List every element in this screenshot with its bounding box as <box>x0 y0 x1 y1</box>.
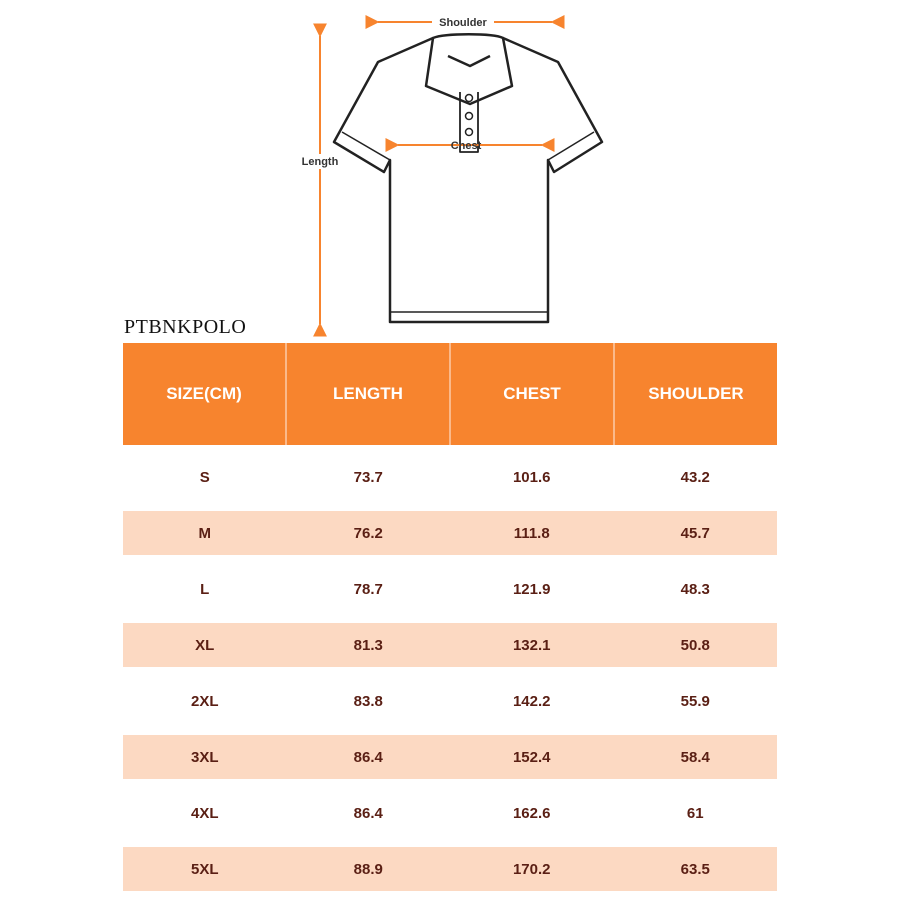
cell-chest: 162.6 <box>512 804 551 822</box>
cell-size: 5XL <box>190 860 219 878</box>
header-chest: CHEST <box>451 343 615 445</box>
brand-name: PTBNKPOLO <box>124 316 247 338</box>
cell-chest: 142.2 <box>512 692 551 710</box>
cell-length: 86.4 <box>353 748 383 766</box>
cell-shoulder: 55.9 <box>680 692 710 710</box>
table-row <box>123 455 777 499</box>
cell-size: S <box>199 468 210 486</box>
polo-shirt-diagram <box>0 0 900 340</box>
cell-shoulder: 58.4 <box>680 748 710 766</box>
table-row <box>123 847 777 891</box>
table-row <box>123 511 777 555</box>
cell-size: M <box>198 524 211 542</box>
cell-length: 86.4 <box>353 804 383 822</box>
table-row <box>123 679 777 723</box>
cell-chest: 121.9 <box>512 580 551 598</box>
shoulder-label: Shoulder <box>439 17 487 29</box>
cell-length: 83.8 <box>353 692 383 710</box>
cell-size: 3XL <box>190 748 219 766</box>
cell-length: 81.3 <box>353 636 383 654</box>
cell-size: 2XL <box>190 692 219 710</box>
cell-length: 76.2 <box>353 524 383 542</box>
cell-chest: 132.1 <box>512 636 551 654</box>
table-header-row <box>123 343 777 445</box>
cell-shoulder: 61 <box>686 804 704 822</box>
cell-size: XL <box>195 636 215 654</box>
cell-shoulder: 50.8 <box>680 636 710 654</box>
cell-shoulder: 48.3 <box>680 580 710 598</box>
header-shoulder: SHOULDER <box>648 384 744 403</box>
cell-shoulder: 63.5 <box>680 860 710 878</box>
size-chart-table <box>123 343 777 891</box>
cell-length: 73.7 <box>353 468 383 486</box>
table-row <box>123 623 777 667</box>
cell-length: 78.7 <box>353 580 383 598</box>
cell-shoulder: 45.7 <box>680 524 710 542</box>
table-row <box>123 735 777 779</box>
table-row <box>123 791 777 835</box>
cell-chest: 101.6 <box>512 468 551 486</box>
header-length: LENGTH <box>287 343 451 445</box>
cell-chest: 152.4 <box>512 748 551 766</box>
cell-size: L <box>200 580 210 598</box>
chest-label: Chest <box>450 140 482 152</box>
cell-shoulder: 43.2 <box>680 468 710 486</box>
cell-length: 88.9 <box>353 860 383 878</box>
cell-size: 4XL <box>190 804 219 822</box>
length-label: Length <box>301 156 339 168</box>
button-icons <box>466 95 473 136</box>
cell-chest: 111.8 <box>513 524 550 542</box>
cell-chest: 170.2 <box>512 860 551 878</box>
polo-shirt-icon <box>334 34 602 322</box>
table-row <box>123 567 777 611</box>
header-size: SIZE(CM) <box>123 343 287 445</box>
